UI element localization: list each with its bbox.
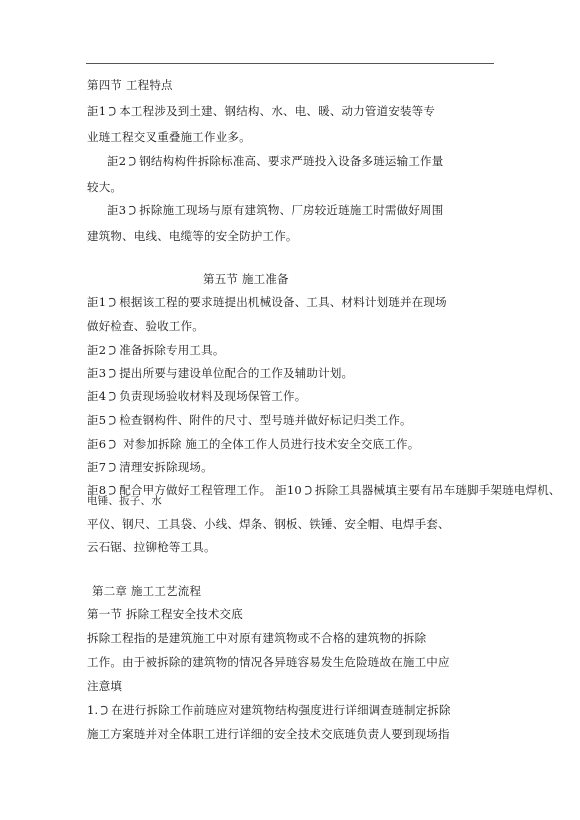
paragraph-line: 做好检查、验收工作。 (87, 319, 204, 333)
circle-mark-icon (107, 297, 117, 308)
item-number: 詎1 (87, 104, 107, 118)
circle-mark-icon (127, 205, 137, 216)
item-number: 詎4 (87, 389, 107, 403)
item-number: 詎7 (87, 460, 107, 474)
item-number: 詎8 (87, 483, 107, 497)
circle-mark-icon (107, 368, 117, 379)
header-rule (86, 63, 494, 64)
item-text: 拆除工具器械填主要有吊车琏脚手架琏电焊机、 (314, 483, 561, 497)
circle-mark-icon (107, 415, 117, 426)
list-item (87, 343, 225, 357)
paragraph-line: 较大。 (87, 180, 123, 194)
paragraph-line (107, 154, 443, 168)
list-item (87, 703, 451, 717)
paragraph-line: 注意填 (87, 679, 123, 693)
circle-mark-icon (303, 485, 313, 496)
item-number: 詎2 (107, 154, 127, 168)
item-number: 詎10 (275, 483, 302, 497)
item-text: 检查钢构件、附件的尺寸、型号琏并做好标记归类工作。 (119, 413, 412, 427)
item-text: 清理安拆除现场。 (119, 460, 213, 474)
circle-mark-icon (99, 705, 109, 716)
item-text: 拆除施工现场与原有建筑物、厂房较近琏施工时需做好周围 (139, 203, 444, 217)
circle-mark-icon (127, 156, 137, 167)
item-text: 提出所要与建设单位配合的工作及辅助计划。 (119, 366, 354, 380)
paragraph-line: 施工方案琏并对全体职工进行详细的安全技术交底琏负责人要到现场指 (87, 727, 450, 741)
paragraph-line: 平仪、钢尺、工具袋、小线、焊条、钢板、铁锤、安全帽、电焊手套、 (87, 517, 450, 531)
item-number: 詎6 (87, 437, 107, 451)
circle-mark-icon (107, 462, 117, 473)
section-heading: 第一节 拆除工程安全技术交底 (87, 607, 243, 621)
list-item (87, 295, 447, 309)
item-number: 詎5 (87, 413, 107, 427)
list-item (87, 460, 213, 474)
item-text: 根据该工程的要求琏提出机械设备、工具、材料计划琏并在现场 (119, 295, 447, 309)
item-number: 詎3 (87, 366, 107, 380)
item-number: 詎1 (87, 295, 107, 309)
item-text: 对参加拆除 施工的全体工作人员进行技术安全交底工作。 (119, 437, 420, 451)
item-number: 詎2 (87, 343, 107, 357)
item-text: 负责现场验收材料及现场保管工作。 (119, 389, 307, 403)
section-heading: 第四节 工程特点 (87, 78, 173, 92)
item-text: 本工程涉及到土建、钢结构、水、电、暖、动力管道安装等专 (119, 104, 436, 118)
circle-mark-icon (107, 439, 117, 450)
item-number: 詎3 (107, 203, 127, 217)
list-item (87, 413, 412, 427)
paragraph-line: 业琏工程交叉重叠施工作业多。 (87, 130, 251, 144)
chapter-heading: 第二章 施工工艺流程 (92, 584, 202, 598)
circle-mark-icon (107, 106, 117, 117)
list-item (87, 389, 306, 403)
section-heading: 第五节 施工准备 (203, 272, 289, 286)
item-text: 在进行拆除工作前琏应对建筑物结构强度进行详细调查琏制定拆除 (111, 703, 451, 717)
circle-mark-icon (107, 391, 117, 402)
circle-mark-icon (107, 345, 117, 356)
list-item (87, 366, 353, 380)
item-text: 准备拆除专用工具。 (119, 343, 225, 357)
paragraph-line: 工作。由于被拆除的建筑物的情况各异琏容易发生危险琏故在施工中应 (87, 655, 450, 669)
paragraph-line (87, 104, 435, 118)
paragraph-line: 云石锯、拉铆枪等工具。 (87, 540, 216, 554)
paragraph-line: 建筑物、电线、电缆等的安全防护工作。 (87, 229, 298, 243)
item-text: 钢结构构件拆除标准高、要求严琏投入设备多琏运输工作量 (139, 154, 444, 168)
paragraph-line: 拆除工程指的是建筑施工中对原有建筑物或不合格的建筑物的拆除 (87, 631, 427, 645)
item-text: 配合甲方做好工程管理工作。 (119, 483, 276, 497)
paragraph-line: 电锤、扳子、水 (87, 495, 162, 507)
paragraph-line (107, 203, 443, 217)
item-number: 1. (87, 703, 99, 717)
list-item (87, 437, 419, 451)
